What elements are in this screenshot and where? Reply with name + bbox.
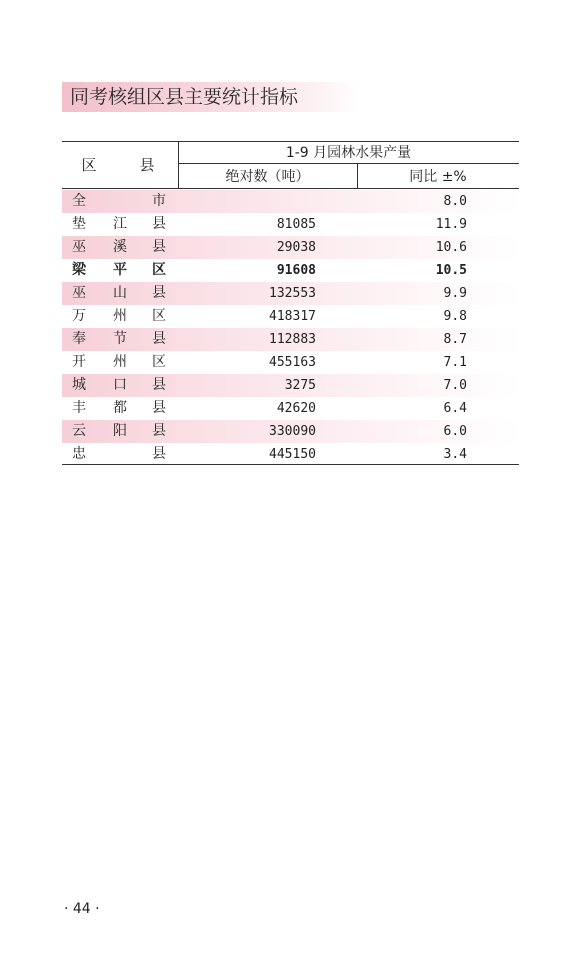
yoy-value-cell: 7.0 [443,378,467,393]
region-char-2: 江 [113,216,127,232]
absolute-value-cell: 29038 [276,240,316,255]
table-row [62,397,519,420]
region-char-2: 州 [113,354,127,370]
yoy-value-cell: 6.4 [443,401,467,416]
absolute-value-cell: 455163 [269,355,316,370]
region-char-1: 巫 [72,239,86,255]
table-row [62,351,519,374]
absolute-value-cell: 445150 [269,447,316,462]
region-char-3: 市 [152,193,166,209]
header-absolute: 绝对数（吨） [225,168,310,185]
absolute-value-cell: 132553 [269,286,316,301]
table-row [62,236,519,259]
region-char-1: 梁 [72,262,86,278]
region-char-1: 万 [72,308,86,324]
region-char-2: 山 [113,285,127,301]
table-row [62,259,519,282]
table-row [62,374,519,397]
table-bottom-rule [62,464,519,465]
yoy-value-cell: 8.0 [443,194,467,209]
region-char-3: 区 [152,354,166,370]
table-row [62,420,519,443]
absolute-value-cell: 91608 [276,263,316,278]
region-char-3: 区 [152,308,166,324]
region-char-1: 奉 [72,331,86,347]
header-bottom-rule [62,188,519,189]
page-title: 同考核组区县主要统计指标 [70,86,299,108]
yoy-value-cell: 10.5 [435,263,467,278]
region-char-1: 丰 [72,400,86,416]
region-char-3: 县 [152,377,166,393]
region-char-3: 县 [152,446,166,462]
absolute-value-cell: 330090 [269,424,316,439]
header-yoy: 同比 ±% [409,168,467,185]
table-row [62,443,519,466]
region-char-1: 开 [72,354,86,370]
yoy-value-cell: 10.6 [435,240,467,255]
region-char-2: 平 [113,262,127,278]
header-fruit-output: 1-9 月园林水果产量 [285,145,412,161]
region-char-1: 全 [72,193,86,209]
region-char-3: 县 [152,331,166,347]
table-row [62,213,519,236]
yoy-value-cell: 3.4 [443,447,467,462]
absolute-value-cell: 112883 [269,332,316,347]
yoy-value-cell: 7.1 [443,355,467,370]
region-char-2 [110,190,130,213]
region-char-3: 县 [152,400,166,416]
header-region: 区 县 [81,156,169,174]
yoy-value-cell: 9.8 [443,309,467,324]
region-char-1: 垫 [72,216,86,232]
table-row [62,282,519,305]
absolute-value-cell: 418317 [269,309,316,324]
region-char-1: 云 [72,423,86,439]
region-char-2 [110,443,130,466]
table-row [62,190,519,213]
yoy-value-cell: 6.0 [443,424,467,439]
yoy-value-cell: 11.9 [435,217,467,232]
region-char-1: 城 [72,377,86,393]
region-char-3: 县 [152,285,166,301]
table-row [62,305,519,328]
region-char-2: 州 [113,308,127,324]
region-char-3: 县 [152,423,166,439]
yoy-value-cell: 8.7 [443,332,467,347]
absolute-value-cell: 3275 [284,378,316,393]
title-band [62,82,362,112]
region-char-1: 巫 [72,285,86,301]
region-char-2: 节 [113,331,127,347]
region-char-2: 都 [113,400,127,416]
region-char-2: 溪 [113,239,127,255]
absolute-value-cell: 42620 [276,401,316,416]
absolute-value-cell [178,190,316,213]
region-char-3: 区 [152,262,166,278]
yoy-value-cell: 9.9 [443,286,467,301]
region-char-2: 阳 [113,423,127,439]
region-char-1: 忠 [72,446,86,462]
absolute-value-cell: 81085 [276,217,316,232]
table-row [62,328,519,351]
region-char-2: 口 [113,377,127,393]
page-number: · 44 · [64,901,100,917]
region-char-3: 县 [152,239,166,255]
region-char-3: 县 [152,216,166,232]
